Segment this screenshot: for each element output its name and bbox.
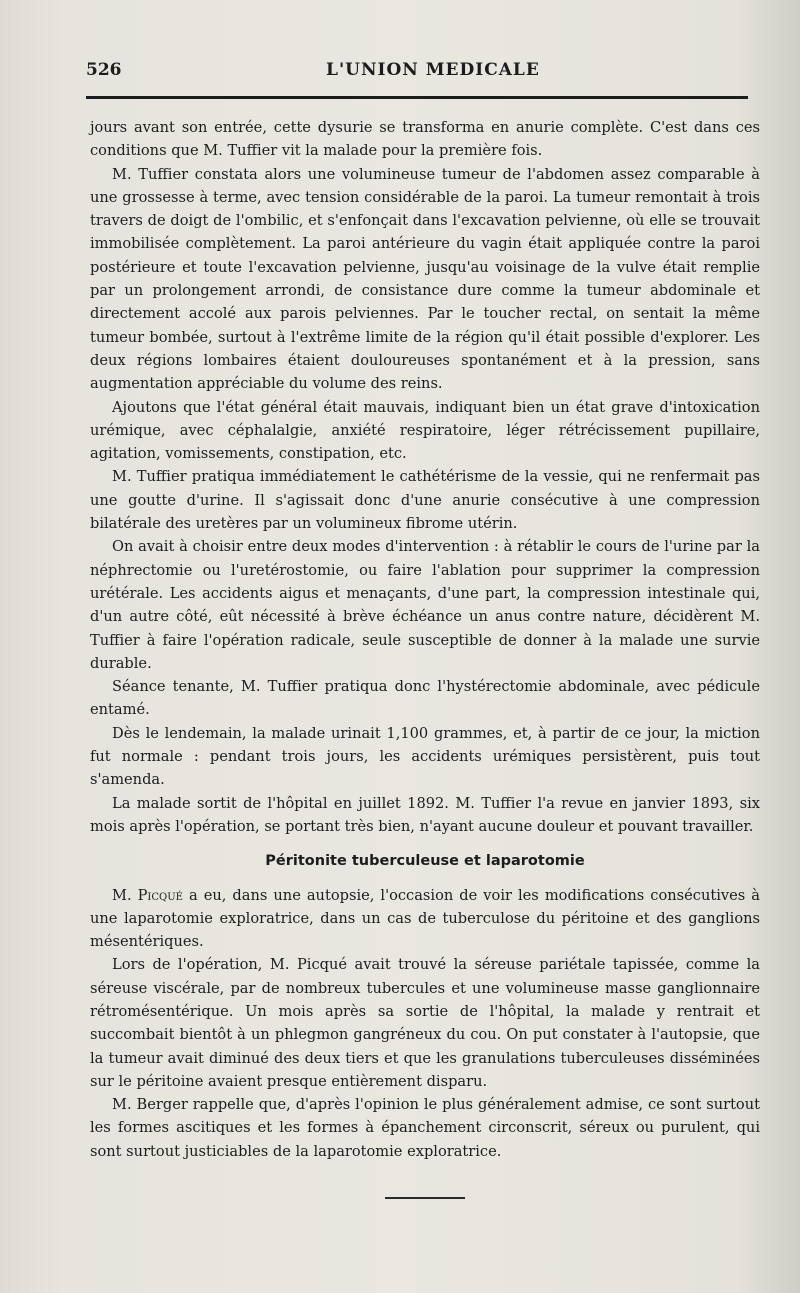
paragraph: Lors de l'opération, M. Picqué avait trouvé la séreuse pariétale tapissée, comme la séreuse viscérale, par de nombreux tubercules et une volumineuse masse ganglionnaire rétromésentérique. Un mois après sa sortie de l'hôpital, la malade y rentrait et succombait bientôt à un phlegmon gangréneux du cou. On put constater à l'autopsie, que la tumeur avait diminué des deux tiers et que les granulations tuberculeuses disséminées sur le péritoine avaient presque entièrement disparu. bbox=[90, 956, 760, 1090]
paragraph: Séance tenante, M. Tuffier pratiqua donc l'hystérectomie abdominale, avec pédicule entamé. bbox=[90, 678, 760, 719]
page-header bbox=[86, 60, 748, 86]
paragraph: La malade sortit de l'hôpital en juillet 1892. M. Tuffier l'a revue en janvier 1893, six mois après l'opération, se portant très bien, n'ayant aucune douleur et pouvant travailler. bbox=[90, 794, 760, 835]
section-heading: Péritonite tuberculeuse et laparotomie bbox=[265, 853, 585, 870]
paragraph: Dès le lendemain, la malade urinait 1,100 grammes, et, à partir de ce jour, la miction fut normale : pendant trois jours, les accidents urémiques persistèrent, puis tout s'amenda. bbox=[90, 724, 760, 789]
header-rule bbox=[86, 96, 748, 99]
paragraph: Ajoutons que l'état général était mauvais, indiquant bien un état grave d'intoxication urémique, avec céphalalgie, anxiété respiratoire, léger rétrécissement pupillaire, agitation, vomissements, constipation, etc. bbox=[90, 398, 760, 463]
paragraph: M. Tuffier constata alors une volumineuse tumeur de l'abdomen assez comparable à une grossesse à terme, avec tension considérable de la paroi. La tumeur remontait à trois travers de doigt de l'ombilic, et s'enfonçait dans l'excavation pelvienne, où elle se trouvait immobilisée complètement. La paroi antérieure du vagin était appliquée contre la paroi postérieure et toute l'excavation pelvienne, jusqu'au voisinage de la vulve était remplie par un prolongement arrondi, de consistance dure comme la tumeur abdominale et directement accolé aux parois pelviennes. Par le toucher rectal, on sentait la même tumeur bombée, surtout à l'extrême limite de la région qu'il était possible d'explorer. Les deux régions lombaires étaient douloureuses spontanément et à la pression, sans augmentation appréciable du volume des reins. bbox=[90, 165, 760, 393]
paragraph-continued: jours avant son entrée, cette dysurie se transforma en anurie complète. C'est dans ces conditions que M. Tuffier vit la malade pour la première fois. bbox=[90, 119, 760, 160]
page-number: 526 bbox=[86, 60, 122, 80]
journal-title: L'UNION MEDICALE bbox=[326, 60, 540, 80]
author-name: M. Picqué bbox=[112, 886, 183, 904]
article-body bbox=[90, 116, 760, 1199]
paragraph: M. Tuffier pratiqua immédiatement le cathétérisme de la vessie, qui ne renfermait pas une goutte d'urine. Il s'agissait donc d'une anurie consécutive à une compression bilatérale des uretères par un volumineux fibrome utérin. bbox=[90, 468, 760, 533]
paragraph: M. Berger rappelle que, d'après l'opinion le plus généralement admise, ce sont surtout les formes ascitiques et les formes à épanchement circonscrit, séreux ou purulent, qui sont surtout justiciables de la laparotomie exploratrice. bbox=[90, 1096, 760, 1160]
paragraph-text: a eu, dans une autopsie, l'occasion de voir les modifications consécutives à une laparotomie exploratrice, dans un cas de tuberculose du péritoine et des ganglions mésentériques. bbox=[90, 886, 760, 951]
paragraph: On avait à choisir entre deux modes d'intervention : à rétablir le cours de l'urine par la néphrectomie ou l'uretérostomie, ou faire l'ablation pour supprimer la compression urétérale. Les accidents aigus et menaçants, d'une part, la compression intestinale qui, d'un autre côté, eût nécessité à brève échéance un anus contre nature, décidèrent M. Tuffier à faire l'opération radicale, seule susceptible de donner à la malade une survie durable. bbox=[90, 538, 760, 672]
end-rule bbox=[385, 1197, 465, 1199]
paragraph bbox=[90, 884, 760, 954]
